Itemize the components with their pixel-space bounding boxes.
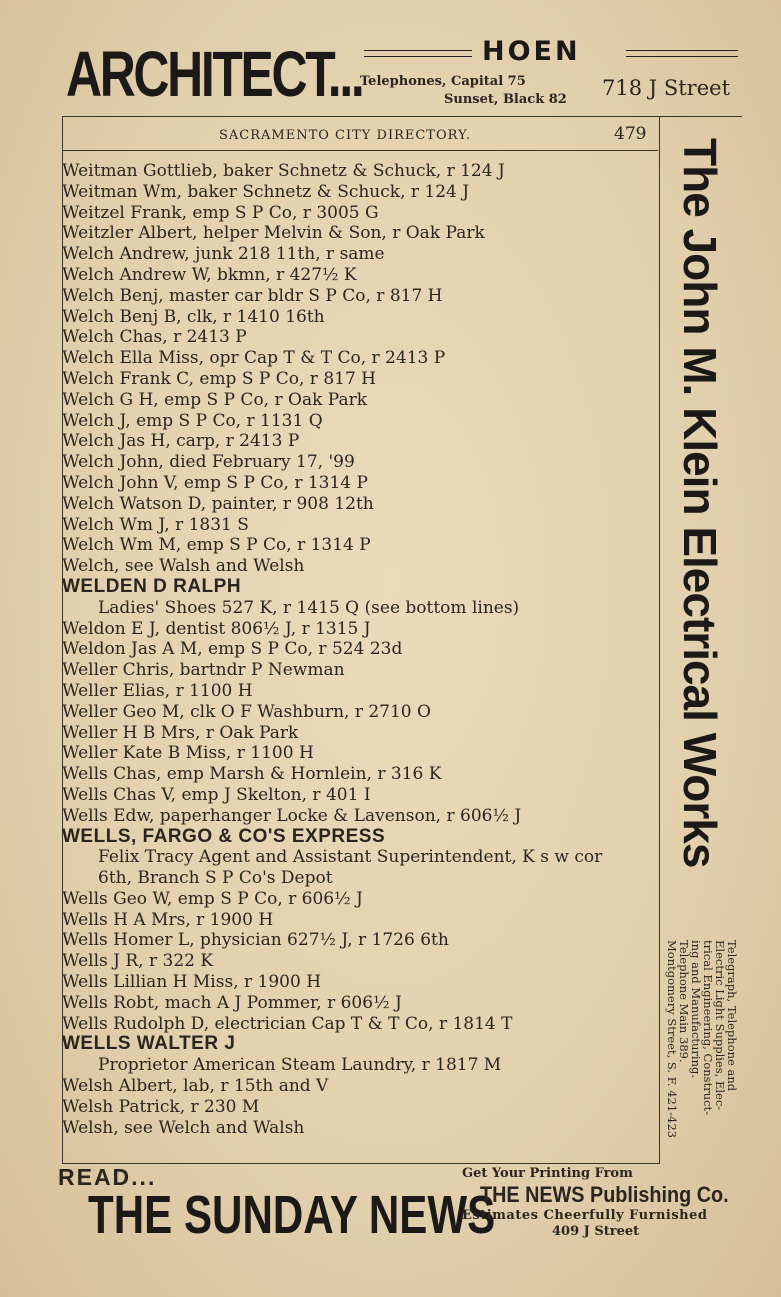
directory-entry: Weitzler Albert, helper Melvin & Son, r Oak Park <box>62 223 485 244</box>
decorative-rule-right <box>626 50 738 57</box>
directory-entry: Weitman Wm, baker Schnetz & Schuck, r 124 J <box>62 181 470 202</box>
directory-entry: 6th, Branch S P Co's Depot <box>98 868 333 889</box>
directory-entry: Welch J, emp S P Co, r 1131 Q <box>62 410 323 431</box>
directory-entry: Welsh Patrick, r 230 M <box>62 1096 260 1117</box>
architect-address: 718 J Street <box>602 76 731 100</box>
directory-entry: Welch Wm M, emp S P Co, r 1314 P <box>62 535 371 556</box>
directory-entry: Welch G H, emp S P Co, r Oak Park <box>62 389 368 410</box>
page-number: 479 <box>614 124 647 144</box>
directory-entry: Felix Tracy Agent and Assistant Superintendent, K s w cor <box>98 847 603 868</box>
directory-entry: Welsh Albert, lab, r 15th and V <box>62 1076 329 1097</box>
directory-entry: Welsh, see Welch and Walsh <box>62 1117 305 1138</box>
directory-heading: WELLS WALTER J <box>62 1033 236 1055</box>
directory-entry: Welch Andrew W, bkmn, r 427½ K <box>62 264 357 285</box>
decorative-rule-left <box>364 50 472 57</box>
directory-entry: Weitzel Frank, emp S P Co, r 3005 G <box>62 202 379 223</box>
directory-entry: Welch Frank C, emp S P Co, r 817 H <box>62 368 376 389</box>
directory-entry: Ladies' Shoes 527 K, r 1415 Q (see bottom lines) <box>98 597 520 618</box>
architect-name: HOEN <box>482 36 581 67</box>
telephone-line-2: Sunset, Black 82 <box>444 92 567 107</box>
directory-entry: Proprietor American Steam Laundry, r 1817 M <box>98 1055 502 1076</box>
read-label: READ... <box>58 1164 157 1190</box>
directory-entry: Weller Chris, bartndr P Newman <box>62 660 345 681</box>
directory-entry: Welch Jas H, carp, r 2413 P <box>62 431 300 452</box>
directory-entry: Wells Edw, paperhanger Locke & Lavenson, r 606½ J <box>62 805 522 826</box>
estimates-tagline: Estimates Cheerfully Furnished <box>462 1208 708 1223</box>
directory-entry: Welch Ella Miss, opr Cap T & T Co, r 2413 P <box>62 348 446 369</box>
directory-entry: Wells Lillian H Miss, r 1900 H <box>62 972 322 993</box>
side-advertisement-body <box>666 940 738 1160</box>
directory-entry: Wells Chas V, emp J Skelton, r 401 I <box>62 784 371 805</box>
directory-entry: Weldon Jas A M, emp S P Co, r 524 23d <box>62 639 403 660</box>
directory-entry: Welch Wm J, r 1831 S <box>62 514 249 535</box>
printing-tagline: Get Your Printing From <box>462 1166 633 1181</box>
directory-heading: WELDEN D RALPH <box>62 575 242 597</box>
side-advertisement-line: trical Engineering, Construct- <box>701 940 715 1116</box>
directory-entry: Wells H A Mrs, r 1900 H <box>62 909 274 930</box>
directory-entry: Wells Chas, emp Marsh & Hornlein, r 316 K <box>62 764 442 785</box>
directory-entry: Weller Elias, r 1100 H <box>62 680 253 701</box>
telephone-line-1: Telephones, Capital 75 <box>360 74 526 89</box>
directory-entry: Welch Watson D, painter, r 908 12th <box>62 493 374 514</box>
side-advertisement-line: ing and Manufacturing. <box>689 940 703 1079</box>
directory-entry: Weller Kate B Miss, r 1100 H <box>62 743 314 764</box>
directory-entry: Welch John, died February 17, '99 <box>62 452 355 473</box>
side-advertisement-line: Montgomery Street, S. F. 421-423 <box>665 940 679 1138</box>
side-advertisement-line: Telegraph, Telephone and <box>725 940 739 1092</box>
directory-entry: Weller Geo M, clk O F Washburn, r 2710 O <box>62 701 431 722</box>
bottom-advertisement <box>56 1162 756 1282</box>
directory-entry: Welch, see Walsh and Welsh <box>62 556 305 577</box>
publisher-address: 409 J Street <box>552 1224 640 1239</box>
side-advertisement-title: The John M. Klein Electrical Works <box>674 138 726 868</box>
directory-entry: Welch Andrew, junk 218 11th, r same <box>62 244 385 265</box>
directory-entry: Wells J R, r 322 K <box>62 951 214 972</box>
side-advertisement-line: Electric Light Supplies, Elec- <box>713 940 727 1111</box>
top-advertisement <box>66 36 746 112</box>
directory-entry: Wells Geo W, emp S P Co, r 606½ J <box>62 888 363 909</box>
directory-entry: Weldon E J, dentist 806½ J, r 1315 J <box>62 618 371 639</box>
running-head <box>62 122 658 151</box>
newspaper-name: THE SUNDAY NEWS <box>88 1185 496 1245</box>
side-advertisement-line: Telephone Main 389. <box>677 940 691 1063</box>
directory-entry: Welch John V, emp S P Co, r 1314 P <box>62 472 368 493</box>
architect-headline: ARCHITECT... <box>66 38 363 110</box>
publishing-company: THE NEWS Publishing Co. <box>480 1182 729 1207</box>
directory-entries <box>62 161 662 1138</box>
directory-entry: Welch Chas, r 2413 P <box>62 327 247 348</box>
directory-entry: Wells Homer L, physician 627½ J, r 1726 6th <box>62 930 449 951</box>
directory-entry: Wells Robt, mach A J Pommer, r 606½ J <box>62 992 402 1013</box>
directory-heading: WELLS, FARGO & CO'S EXPRESS <box>62 825 386 847</box>
directory-title: SACRAMENTO CITY DIRECTORY. <box>219 128 472 143</box>
directory-entry: Wells Rudolph D, electrician Cap T & T Co, r 1814 T <box>62 1013 513 1034</box>
directory-entry: Weller H B Mrs, r Oak Park <box>62 722 299 743</box>
directory-entry: Weitman Gottlieb, baker Schnetz & Schuck, r 124 J <box>62 161 505 181</box>
directory-entry: Welch Benj B, clk, r 1410 16th <box>62 306 325 327</box>
directory-entry: Welch Benj, master car bldr S P Co, r 817 H <box>62 285 443 306</box>
